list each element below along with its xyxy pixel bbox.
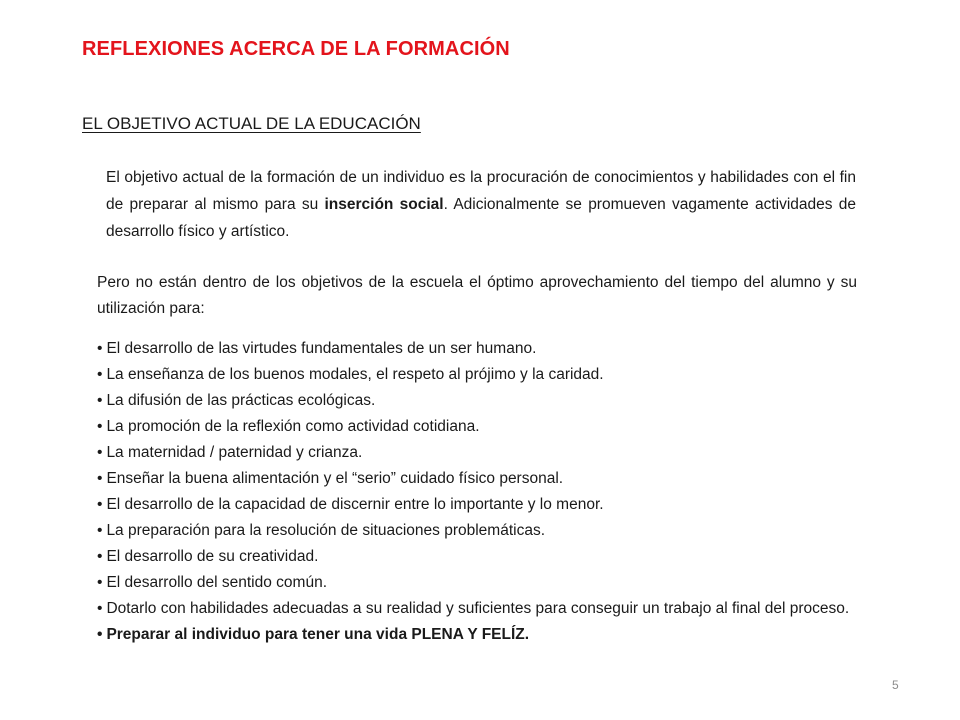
list-item-text: La preparación para la resolución de situaciones problemáticas. [106, 522, 546, 539]
list-item [97, 388, 857, 414]
intro-paragraph [106, 164, 856, 245]
list-item [97, 492, 857, 518]
list-item [97, 336, 857, 362]
list-item-text: El desarrollo de la capacidad de discernir entre lo importante y lo menor. [106, 496, 604, 513]
list-item [97, 570, 857, 596]
list-item-emphasis [97, 622, 857, 648]
list-item [97, 362, 857, 388]
intro-text-before: El objetivo actual de la formación de un individuo es la procuración de conocimientos y habilidades con el fin de preparar al mismo para su [106, 169, 856, 213]
bullet-marker: • [97, 444, 103, 461]
list-item [97, 518, 857, 544]
bullet-marker: • [97, 626, 103, 643]
lead-paragraph: Pero no están dentro de los objetivos de la escuela el óptimo aprovechamiento del tiempo del alumno y su utilización para: [97, 274, 857, 317]
page-number: 5 [892, 678, 899, 692]
bullet-marker: • [97, 574, 103, 591]
list-item-text: El desarrollo de las virtudes fundamentales de un ser humano. [106, 340, 537, 357]
list-item [97, 440, 857, 466]
bullet-marker: • [97, 600, 103, 617]
bullet-marker: • [97, 470, 103, 487]
list-item [97, 414, 857, 440]
bullet-marker: • [97, 522, 103, 539]
slide-title: REFLEXIONES ACERCA DE LA FORMACIÓN [82, 38, 510, 60]
list-item-text: Preparar al individuo para tener una vida PLENA Y FELÍZ. [106, 626, 530, 643]
bullet-marker: • [97, 548, 103, 565]
list-item-text: Dotarlo con habilidades adecuadas a su realidad y suficientes para conseguir un trabajo al final del proceso. [106, 600, 850, 617]
list-item-text: Enseñar la buena alimentación y el “serio” cuidado físico personal. [106, 470, 564, 487]
list-item [97, 596, 857, 622]
list-item-text: La enseñanza de los buenos modales, el respeto al prójimo y la caridad. [106, 366, 604, 383]
intro-text-after: . Adicionalmente se promueven vagamente actividades de desarrollo físico y artístico. [106, 196, 856, 240]
list-item-text: La maternidad / paternidad y crianza. [106, 444, 363, 461]
bullet-marker: • [97, 340, 103, 357]
bullet-marker: • [97, 418, 103, 435]
list-item-text: La promoción de la reflexión como actividad cotidiana. [106, 418, 480, 435]
bullet-marker: • [97, 366, 103, 383]
intro-text-bold: inserción social [324, 196, 444, 213]
bullet-marker: • [97, 496, 103, 513]
bullet-marker: • [97, 392, 103, 409]
section-subtitle: EL OBJETIVO ACTUAL DE LA EDUCACIÓN [82, 114, 421, 133]
list-item [97, 466, 857, 492]
list-item-text: El desarrollo de su creatividad. [106, 548, 319, 565]
list-item-text: El desarrollo del sentido común. [106, 574, 328, 591]
list-item [97, 544, 857, 570]
list-item-text: La difusión de las prácticas ecológicas. [106, 392, 376, 409]
bullet-list [97, 336, 857, 648]
